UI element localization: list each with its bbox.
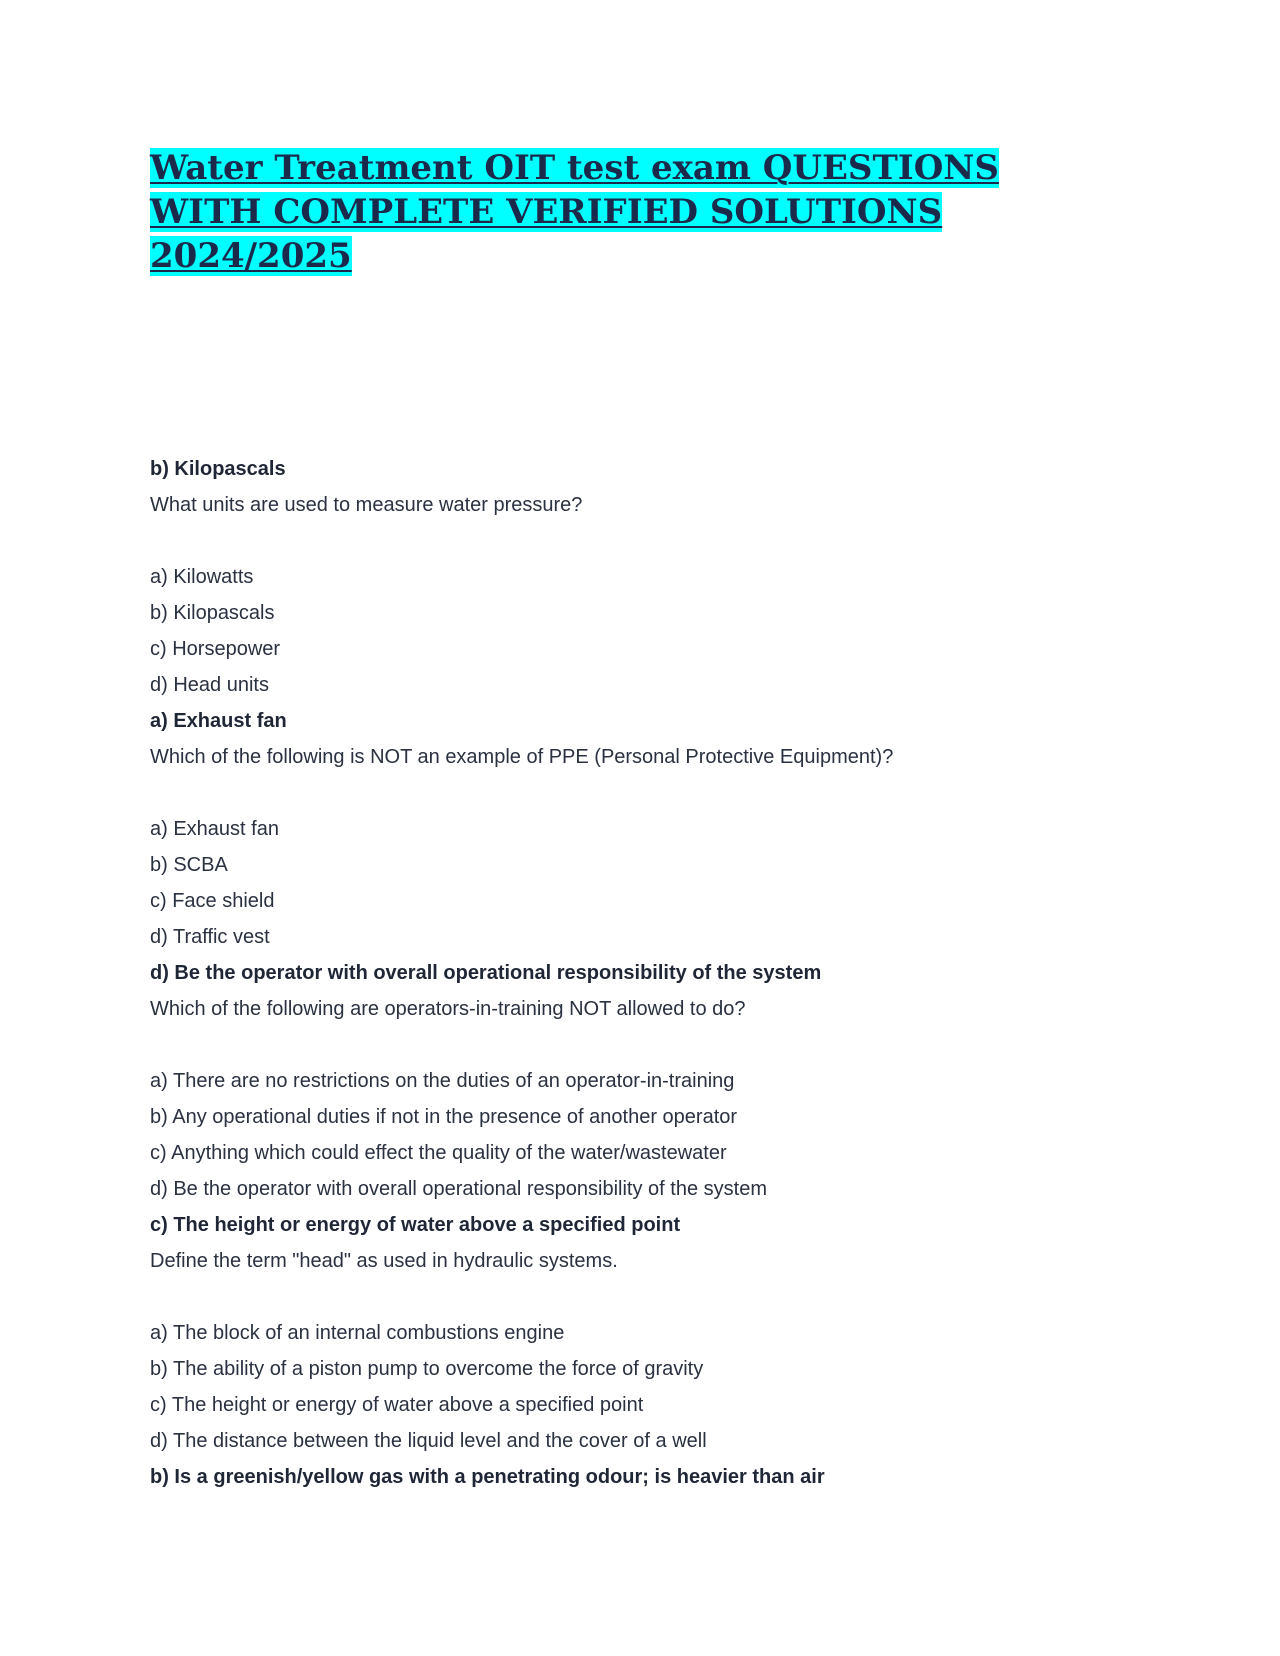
qa-content	[150, 451, 1150, 1495]
spacer	[150, 775, 1150, 811]
option-line: d) Traffic vest	[150, 926, 270, 948]
answer-line: b) Is a greenish/yellow gas with a penetrating odour; is heavier than air	[150, 1466, 825, 1488]
option-line: a) Exhaust fan	[150, 818, 279, 840]
option-line: d) The distance between the liquid level and the cover of a well	[150, 1430, 707, 1452]
title-line-1: Water Treatment OIT test exam QUESTIONS	[150, 148, 999, 188]
title-line-2: WITH COMPLETE VERIFIED SOLUTIONS	[150, 192, 943, 232]
answer-line: c) The height or energy of water above a specified point	[150, 1214, 681, 1236]
option-line: b) The ability of a piston pump to overcome the force of gravity	[150, 1358, 704, 1380]
answer-line: d) Be the operator with overall operational responsibility of the system	[150, 962, 822, 984]
option-line: a) There are no restrictions on the duties of an operator-in-training	[150, 1070, 735, 1092]
option-line: c) Horsepower	[150, 638, 281, 660]
title-line-3: 2024/2025	[150, 236, 352, 276]
spacer	[150, 1027, 1150, 1063]
spacer	[150, 523, 1150, 559]
option-line: b) Any operational duties if not in the presence of another operator	[150, 1106, 738, 1128]
option-line: b) Kilopascals	[150, 602, 275, 624]
option-line: c) Anything which could effect the quality of the water/wastewater	[150, 1142, 727, 1164]
option-line: c) Face shield	[150, 890, 275, 912]
question-line: Which of the following are operators-in-training NOT allowed to do?	[150, 998, 746, 1020]
question-line: What units are used to measure water pressure?	[150, 494, 583, 516]
option-line: d) Head units	[150, 674, 269, 696]
option-line: d) Be the operator with overall operational responsibility of the system	[150, 1178, 767, 1200]
question-line: Which of the following is NOT an example of PPE (Personal Protective Equipment)?	[150, 746, 894, 768]
option-line: c) The height or energy of water above a specified point	[150, 1394, 644, 1416]
answer-line: b) Kilopascals	[150, 458, 286, 480]
question-line: Define the term "head" as used in hydraulic systems.	[150, 1250, 618, 1272]
answer-line: a) Exhaust fan	[150, 710, 287, 732]
document-title	[150, 146, 1050, 278]
spacer	[150, 1279, 1150, 1315]
option-line: b) SCBA	[150, 854, 228, 876]
option-line: a) Kilowatts	[150, 566, 254, 588]
option-line: a) The block of an internal combustions engine	[150, 1322, 565, 1344]
